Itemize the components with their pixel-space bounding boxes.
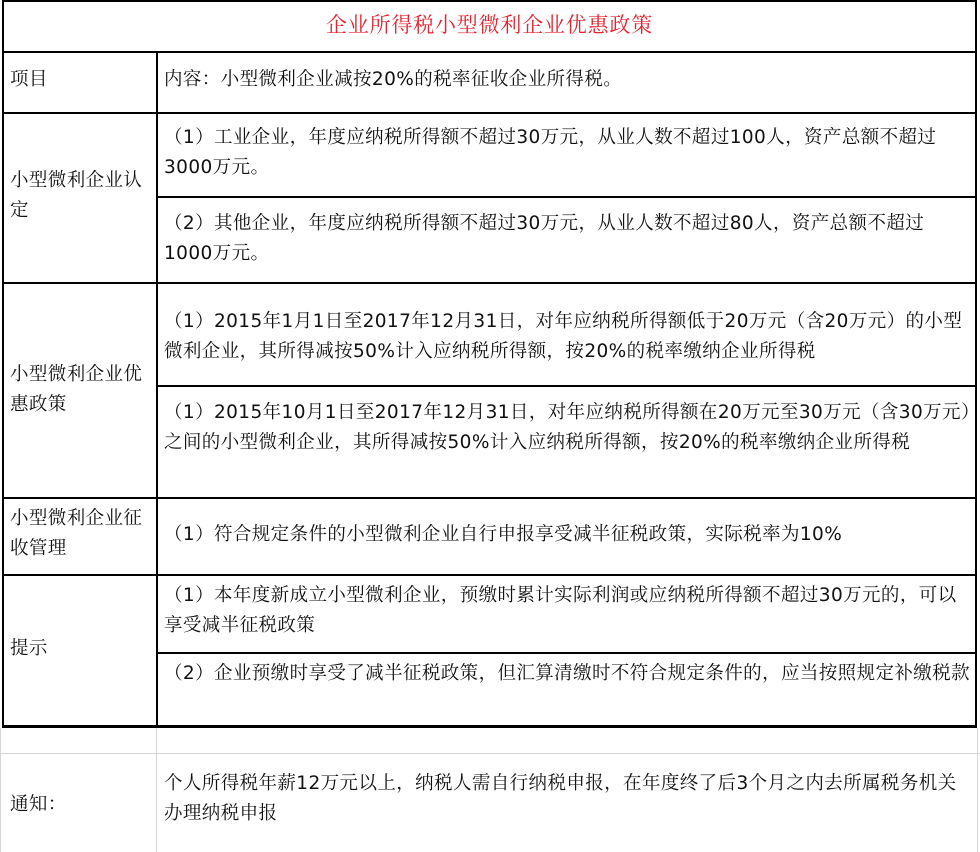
border-table-bottom [2,725,977,728]
border-recognition-bottom [2,282,977,284]
recognition-item-2: （2）其他企业，年度应纳税所得额不超过30万元，从业人数不超过80人，资产总额不超过1000万元。 [164,213,925,264]
border-preferential-split [156,385,977,387]
border-preferential-bottom [2,497,977,499]
notice-content-cell: 个人所得税年薪12万元以上，纳税人需自行纳税申报，在年度终了后3个月之内去所属税务机关办理纳税申报 [164,773,957,824]
border-right [975,0,977,728]
tips-item-1: （1）本年度新成立小型微利企业，预缴时累计实际利润或应纳税所得额不超过30万元的，可以享受减半征税政策 [164,585,957,636]
sheet-title: 企业所得税小型微利企业优惠政策 [326,13,653,37]
header-label-cell: 项目 [10,69,48,90]
header-content-cell: 内容：小型微利企业减按20%的税率征收企业所得税。 [164,69,623,90]
preferential-item-1: （1）2015年1月1日至2017年12月31日，对年应纳税所得额低于20万元（含20万元）的小型微利企业，其所得减按50%计入应纳税所得额，按20%的税率缴纳企业所得税 [164,311,963,362]
border-recognition-split [156,196,977,198]
border-collection-bottom [2,574,977,576]
gridline-divider-lower [156,728,157,852]
gridline-empty-row-bottom [0,753,980,754]
collection-item-1: （1）符合规定条件的小型微利企业自行申报享受减半征税政策，实际税率为10% [164,524,843,545]
gridline-left-lower [0,728,1,852]
gridline-right-lower [977,728,978,852]
border-top [2,0,977,2]
preferential-item-2: （1）2015年10月1日至2017年12月31日，对年应纳税所得额在20万元至30万元（含30万元）之间的小型微利企业，其所得减按50%计入应纳税所得额，按20%的税率缴纳企业所得税 [164,402,971,453]
recognition-item-1: （1）工业企业，年度应纳税所得额不超过30万元，从业人数不超过100人，资产总额不超过3000万元。 [164,127,937,178]
tips-item-2: （2）企业预缴时享受了减半征税政策，但汇算清缴时不符合规定条件的，应当按照规定补缴税款 [164,663,970,684]
border-column-divider [156,52,158,728]
section-label-preferential: 小型微利企业优惠政策 [10,364,143,415]
border-left [2,0,4,728]
border-header-bottom [2,112,977,114]
border-title-bottom [2,51,977,53]
section-label-recognition: 小型微利企业认定 [10,170,143,221]
section-label-collection: 小型微利企业征收管理 [10,508,143,559]
notice-label-cell: 通知： [10,794,67,815]
section-label-tips: 提示 [10,638,48,659]
border-tips-split [156,652,977,654]
